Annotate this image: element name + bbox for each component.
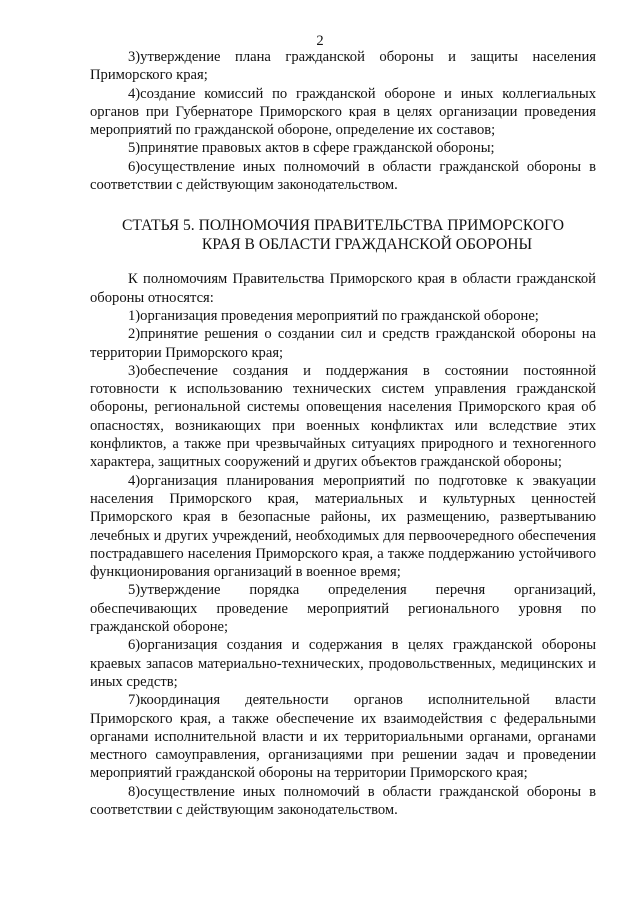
list-item: 1)организация проведения мероприятий по гражданской обороне; [128,307,539,324]
list-item: 6)осуществление иных полномочий в области гражданской обороны в соответствии с действующим законодательством. [90,158,596,194]
list-item: 4)организация планирования мероприятий по подготовке к эвакуации населения Приморского края, материальных и культурных ценностей Приморского края в безопасные районы, их размещению, развертыванию лечебных и других учреждений, необходимых для первоочередного обеспечения пострадавшего населения Приморского края, а также поддержанию устойчивого функционирования организаций в военное время; [90,472,596,581]
list-item: 6)организация создания и содержания в целях гражданской обороны краевых запасов материально-технических, продовольственных, медицинских и иных средств; [90,637,596,690]
list-item: 7)координация деятельности органов исполнительной власти Приморского края, а также обеспечение их взаимодействия с федеральными органами исполнительной власти и их территориальными органами, органами местного самоуправления, организациями при решении задач и проведении мероприятий гражданской обороны на территории Приморского края; [90,692,596,782]
list-item: 5)принятие правовых актов в сфере гражданской обороны; [128,140,495,157]
article-lead: К полномочиям Правительства Приморского края в области гражданской обороны относятся: [90,271,596,306]
list-item: 3)утверждение плана гражданской обороны и защиты населения Приморского края; [90,49,596,84]
list-item: 2)принятие решения о создании сил и средств гражданской обороны на территории Приморского края; [90,326,596,361]
list-item: 8)осуществление иных полномочий в области гражданской обороны в соответствии с действующим законодательством. [90,783,596,818]
article-heading-line2: КРАЯ В ОБЛАСТИ ГРАЖДАНСКОЙ ОБОРОНЫ [201,236,533,254]
document-body [90,48,596,819]
list-item: 3)обеспечение создания и поддержания в состоянии постоянной готовности к использованию технических систем управления гражданской обороны, региональной системы оповещения населения Приморского края об опасностях, возникающих при военных конфликтах или вследствие этих конфликтов, а также при чрезвычайных ситуациях природного и техногенного характера, защитных сооружений и других объектов гражданской обороны; [90,362,596,471]
page-number: 2 [316,33,324,49]
list-item: 4)создание комиссий по гражданской обороне и иных коллегиальных органов при Губернаторе Приморского края в целях организации проведения мероприятий по гражданской обороне, определение их составов; [90,85,596,139]
article-heading-line1: СТАТЬЯ 5. ПОЛНОМОЧИЯ ПРАВИТЕЛЬСТВА ПРИМОРСКОГО [122,217,564,235]
list-item: 5)утверждение порядка определения перечня организаций, обеспечивающих проведение мероприятий регионального уровня по гражданской обороне; [90,582,596,636]
article-heading [90,216,596,254]
